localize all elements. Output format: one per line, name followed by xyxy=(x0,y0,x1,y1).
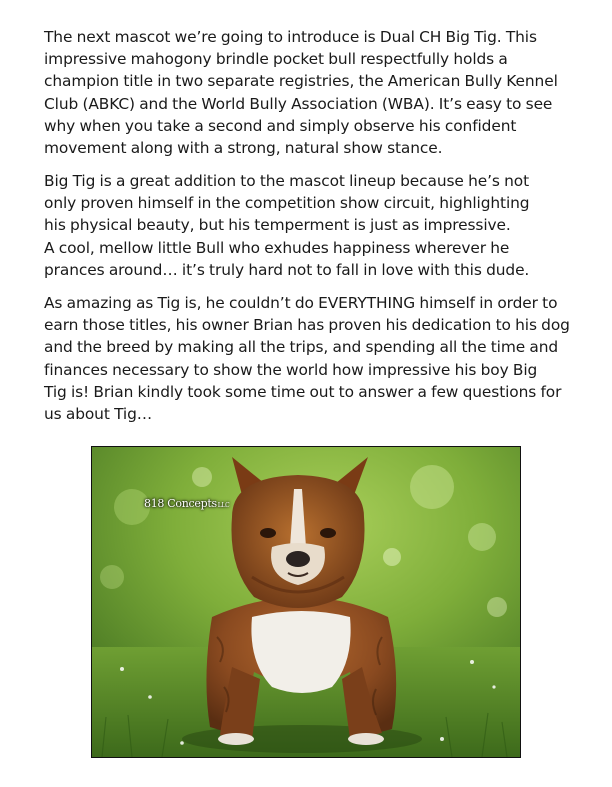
photo-watermark xyxy=(144,497,229,510)
text-line: A cool, mellow little Bull who exhudes happiness wherever he xyxy=(44,238,510,257)
text-line: finances necessary to show the world how impressive his boy Big xyxy=(44,360,538,379)
owner-paragraph xyxy=(44,292,574,425)
intro-paragraph xyxy=(44,26,574,159)
text-line: movement along with a strong, natural show stance. xyxy=(44,139,443,158)
text-line: The next mascot we’re going to introduce is Dual CH Big Tig. This xyxy=(44,28,537,46)
text-line: prances around… it’s truly hard not to fall in love with this dude. xyxy=(44,260,530,279)
text-line: Tig is! Brian kindly took some time out to answer a few questions for xyxy=(44,382,562,401)
text-line: earn those titles, his owner Brian has proven his dedication to his dog xyxy=(44,316,570,335)
text-line: his physical beauty, but his temperment is just as impressive. xyxy=(44,216,511,235)
text-line: Big Tig is a great addition to the mascot lineup because he’s not xyxy=(44,172,530,190)
text-line: As amazing as Tig is, he couldn’t do EVERYTHING himself in order to xyxy=(44,294,558,312)
text-line: Club (ABKC) and the World Bully Association (WBA). It’s easy to see xyxy=(44,94,553,113)
dog-photo xyxy=(91,446,521,758)
text-line: us about Tig… xyxy=(44,405,153,424)
temperament-paragraph xyxy=(44,170,574,281)
text-line: and the breed by making all the trips, and spending all the time and xyxy=(44,338,559,357)
text-line: impressive mahogony brindle pocket bull respectfully holds a xyxy=(44,50,508,69)
text-line: champion title in two separate registries, the American Bully Kennel xyxy=(44,72,558,91)
text-line: why when you take a second and simply observe his confident xyxy=(44,116,517,135)
text-line: only proven himself in the competition show circuit, highlighting xyxy=(44,194,530,213)
dog-photo-illustration xyxy=(92,447,520,757)
watermark-suffix: LLC xyxy=(217,502,230,509)
watermark-text: 818 Concepts xyxy=(144,497,217,510)
